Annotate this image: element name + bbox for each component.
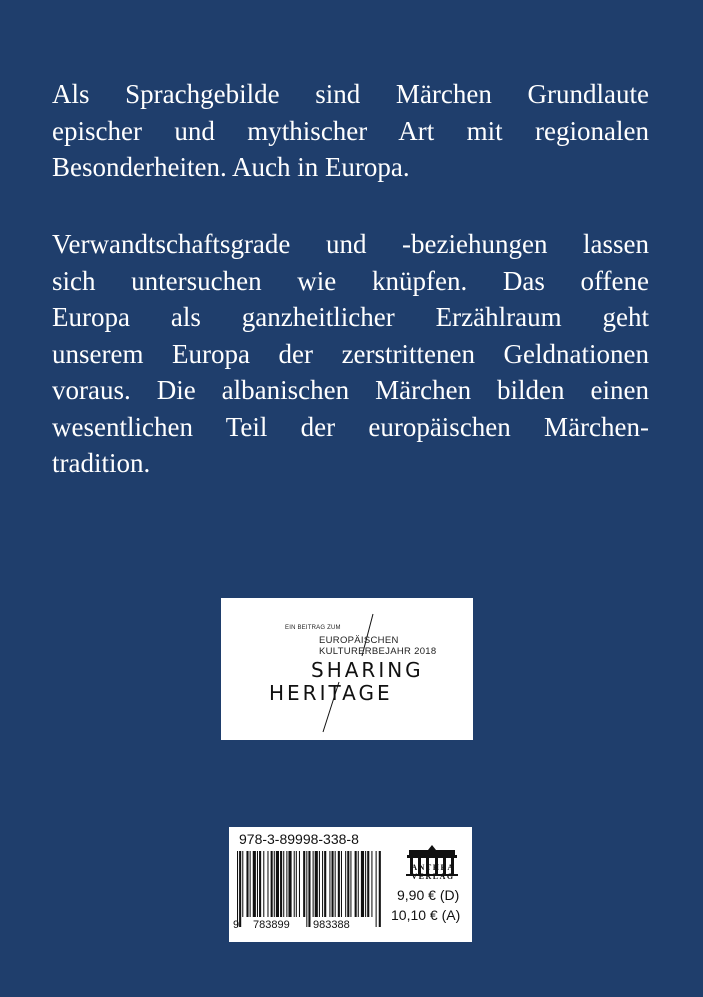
logo-subtitle-line1: EUROPÄISCHEN [319,635,399,646]
publisher-name-line1: ANTHEA [411,863,455,872]
blurb-line: Verwandtschaftsgrade und -beziehungen lassen [52,229,649,259]
publisher-name-line2: VERLAG [411,872,455,881]
barcode-digit-first: 9 [233,919,240,931]
logo-tagline: EIN BEITRAG ZUM [285,625,341,631]
isbn-number: 978-3-89998-338-8 [239,831,359,847]
blurb-line: unserem Europa der zerstrittenen Geldnationen [52,338,649,369]
logo-sharing: SHARING [311,658,424,682]
blurb-line: Als Sprachgebilde sind Märchen Grundlaute [52,79,649,109]
barcode-digits-right: 983388 [313,919,350,931]
sharing-heritage-logo [221,598,473,740]
price-germany: 9,90 € (D) [397,887,460,903]
blurb-paragraph-1 [52,76,649,186]
barcode-bars [235,851,381,927]
publisher-name [405,863,461,881]
price-austria: 10,10 € (A) [391,907,461,923]
blurb-line: Besonderheiten. Auch in Europa. [52,152,410,182]
logo-subtitle [319,635,436,657]
barcode-label [229,827,472,942]
blurb-line: wesentlichen Teil der europäischen Märchen- [52,411,649,442]
logo-wordmark [269,659,424,705]
blurb-line: Europa als ganzheitlicher Erzählraum geht [52,302,649,332]
blurb-line: voraus. Die albanischen Märchen bilden einen [52,375,649,405]
logo-subtitle-line2: KULTURERBEJAHR 2018 [319,646,437,657]
barcode-digits-left: 783899 [253,919,290,931]
blurb-line: epischer und mythischer Art mit regionalen [52,115,649,146]
blurb-line: sich untersuchen wie knüpfen. Das offene [52,265,649,296]
blurb-line: tradition. [52,448,151,478]
blurb-paragraph-2 [52,226,649,482]
logo-heritage: HERITAGE [269,681,393,705]
